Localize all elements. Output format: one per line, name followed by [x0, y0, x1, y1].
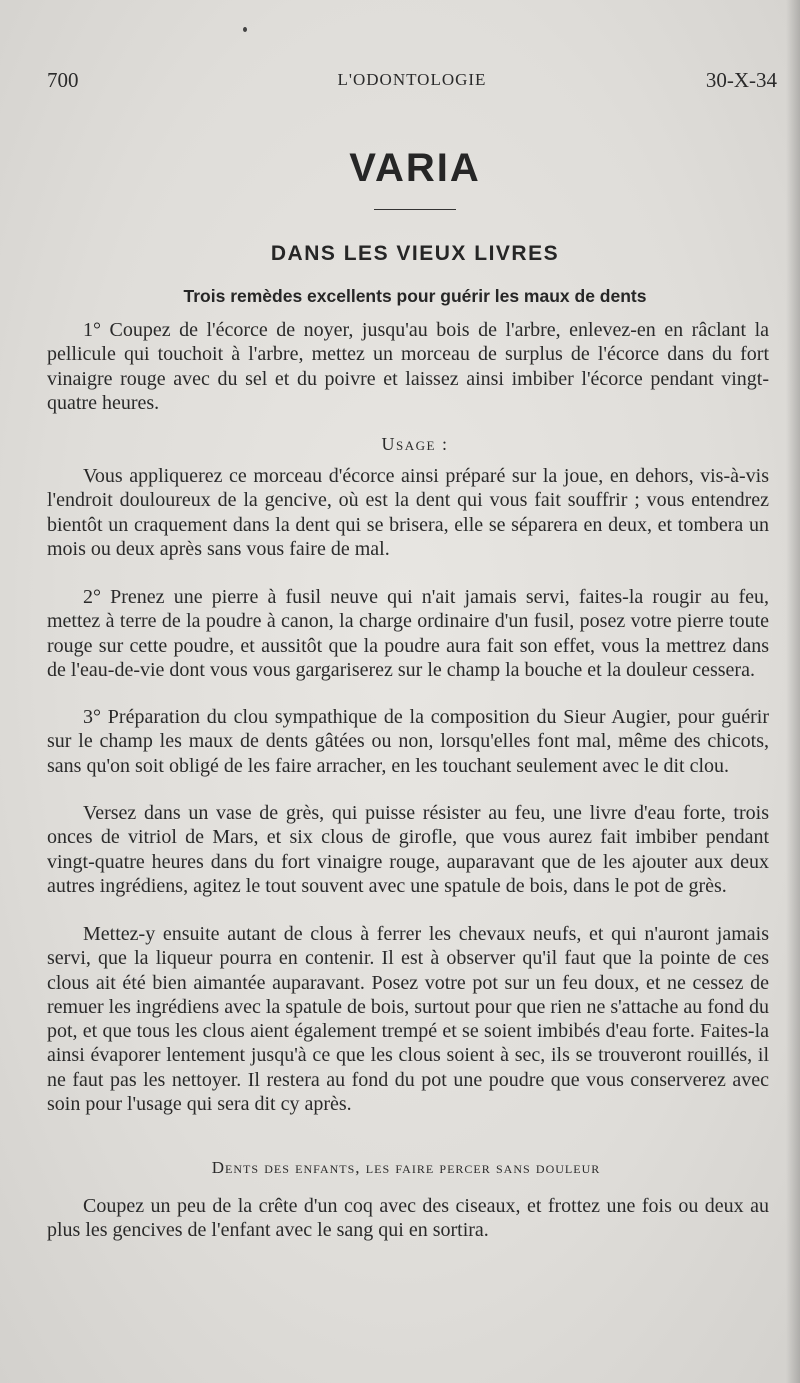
issue-date: 30-X-34 [705, 68, 777, 92]
paragraph-children-remedy: Coupez un peu de la crête d'un coq avec des ciseaux, et frottez une fois ou deux au plus les gencives de l'enfant avec le sang qui en sortira. [47, 1195, 769, 1242]
page-number: 700 [47, 68, 79, 92]
paragraph-preparation: Versez dans un vase de grès, qui puisse résister au feu, une livre d'eau forte, trois onces de vitriol de Mars, et six clous de girofle, que vous aurez fait imbiber pendant vingt-quatre heures dans du fort vinaigre rouge, auparavant que de les ajouter aux deux autres ingrédiens, agitez le tout souvent avec une spatule de bois, dans le pot de grès. [47, 802, 769, 897]
paragraph-usage: Vous appliquerez ce morceau d'écorce ainsi préparé sur la joue, en dehors, vis-à-vis l'endroit douloureux de la gencive, où est la dent qui vous fait souffrir ; vous entendrez bientôt un craquement dans la dent qui se brisera, elle se séparera en deux, et tombera un mois ou deux après sans vous faire de mal. [47, 465, 769, 560]
running-head [47, 68, 777, 96]
subsection-title: Trois remèdes excellents pour guérir les maux de dents [183, 286, 647, 306]
paragraph-nails: Mettez-y ensuite autant de clous à ferrer les chevaux neufs, et qui n'auront jamais servi, que la liqueur pourra en contenir. Il est à observer qu'il faut que la pointe de ces clous ait été bien aimantée auparavant. Posez votre pot sur un feu doux, et ne cessez de remuer les ingrédiens avec la spatule de bois, surtout pour que rien ne s'attache au fond du pot, et que tous les clous aient également trempé et se soient imbibés d'eau forte. Faites-la ainsi évaporer lentement jusqu'à ce que les clous soient à sec, ils se trouveront rouillés, il ne faut pas les nettoyer. Il restera au fond du pot une poudre que vous conserverez avec soin pour l'usage qui sera dit cy après. [47, 923, 769, 1116]
paragraph-remedy-1: 1° Coupez de l'écorce de noyer, jusqu'au bois de l'arbre, enlevez-en en râclant la pellicule qui touchoit à l'arbre, mettez un morceau de surplus de l'écorce dans du fort vinaigre rouge avec du sel et du poivre et laissez ainsi imbiber l'écorce pendant vingt-quatre heures. [47, 319, 769, 414]
paragraph-remedy-2: 2° Prenez une pierre à fusil neuve qui n'ait jamais servi, faites-la rougir au feu, mettez à terre de la poudre à canon, la charge ordinaire d'un fusil, posez votre pierre toute rouge sur cette poudre, et aussitôt que la poudre aura fait son effet, vous la mettrez dans de l'eau-de-vie dont vous vous gargariserez sur le champ la bouche et la douleur cessera. [47, 586, 769, 681]
title-divider [374, 209, 456, 210]
section-title: DANS LES VIEUX LIVRES [270, 242, 560, 265]
paragraph-remedy-3: 3° Préparation du clou sympathique de la composition du Sieur Augier, pour guérir sur le champ les maux de dents gâtées ou non, lorsqu'elles font mal, même des chicots, sans qu'on soit obligé de les faire arracher, en les touchant seulement avec le dit clou. [47, 706, 769, 777]
journal-title: L'ODONTOLOGIE [337, 70, 487, 89]
usage-heading: Usage : [381, 434, 449, 454]
print-speck [243, 27, 247, 32]
page-title: VARIA [349, 146, 481, 190]
children-teeth-heading: Dents des enfants, les faire percer sans douleur [211, 1158, 601, 1177]
